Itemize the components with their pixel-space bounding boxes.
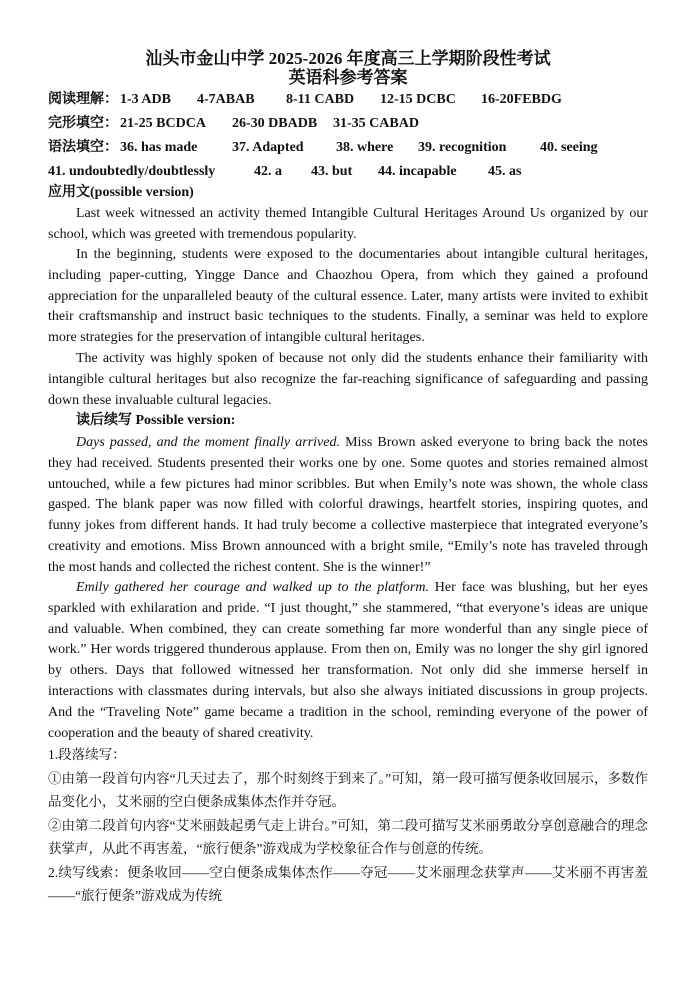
paragraph-body: Her face was blushing, but her eyes sparkled with exhilaration and pride. “I just thought,” she stammered, “that everyone’s ideas are unique and valuable. When combined, they can create something far more wonderful than any single piece of work.” Her words triggered thunderous applause. From then on, Emily was no longer the shy girl ignored by others. Days that followed witnessed her transformation. Not only did she immerse herself in interactions with classmates during intervals, but also she always initiated discussions in group projects. And the “Traveling Note” game became a tradition in the school, reminding everyone of the power of cooperation and the beauty of shared creativity. — [48, 580, 648, 741]
practical-writing-heading: 应用文(possible version) — [48, 185, 194, 200]
answer-item: 21-25 BCDCA — [120, 116, 206, 131]
answer-item: 40. seeing — [540, 140, 598, 155]
cloze-answers — [48, 115, 419, 133]
answer-item: 8-11 CABD — [286, 92, 355, 107]
answer-item: 43. but — [311, 164, 353, 179]
practical-paragraph-2: In the beginning, students were exposed to the documentaries about intangible cultural heritages, including paper-cutting, Yingge Dance and Chaozhou Opera, from which they gained a profound appreciation for the unparalleled beauty of the cultural essence. Later, many artists were invited to exhibit their craftsmanship and instruct basic techniques to the students. Finally, a seminar was held to explore more strategies for the preservation of intangible cultural heritages. — [48, 247, 648, 346]
page-title: 汕头市金山中学 2025-2026 年度高三上学期阶段性考试 — [145, 49, 551, 68]
paragraph-lead: Emily gathered her courage and walked up to the platform. — [76, 580, 429, 595]
continuation-heading-en: Possible version: — [135, 413, 236, 428]
answer-item: 26-30 DBADB — [232, 116, 318, 131]
note-first-paragraph: ①由第一段首句内容“几天过去了，那个时刻终于到来了。”可知，第一段可描写便条收回展示，多数作品变化小，艾米丽的空白便条成集体杰作并夺冠。 — [48, 771, 648, 809]
answer-item: 45. as — [488, 164, 522, 179]
answer-item: 12-15 DCBC — [380, 92, 456, 107]
grammar-answers-2 — [48, 163, 522, 181]
cloze-label: 完形填空： — [48, 116, 118, 131]
answer-item: 38. where — [336, 140, 394, 155]
continuation-paragraph-1 — [48, 433, 648, 579]
answer-item: 36. has made — [120, 140, 198, 155]
note-second-paragraph: ②由第二段首句内容“艾米丽鼓起勇气走上讲台。”可知，第二段可描写艾米丽勇敢分享创意融合的理念获掌声，从此不再害羞，“旅行便条”游戏成为学校象征合作与创意的传统。 — [48, 818, 648, 856]
practical-paragraph-1: Last week witnessed an activity themed Intangible Cultural Heritages Around Us organized by our school, which was greeted with tremendous popularity. — [48, 206, 648, 242]
answer-item: 44. incapable — [378, 164, 457, 179]
answer-item: 41. undoubtedly/doubtlessly — [48, 164, 216, 179]
answer-item: 37. Adapted — [232, 140, 304, 155]
grammar-label: 语法填空： — [48, 140, 118, 155]
page-subtitle: 英语科参考答案 — [288, 68, 408, 87]
continuation-paragraph-2 — [48, 578, 648, 744]
reading-answers — [48, 91, 562, 109]
answer-item: 1-3 ADB — [120, 92, 171, 107]
answer-item: 42. a — [254, 164, 282, 179]
answer-item: 31-35 CABAD — [333, 116, 419, 131]
answer-item: 4-7ABAB — [197, 92, 255, 107]
continuation-heading-cn: 读后续写 — [76, 413, 132, 428]
answer-item: 39. recognition — [418, 140, 507, 155]
paragraph-lead: Days passed, and the moment finally arrived. — [76, 435, 340, 450]
practical-paragraph-3: The activity was highly spoken of because not only did the students enhance their familiarity with intangible cultural heritages but also recognize the far-reaching significance of safeguarding and passing down these invaluable cultural legacies. — [48, 351, 648, 408]
paragraph-body: Miss Brown asked everyone to bring back the notes they had received. Students presented their works one by one. Some quotes and stories remained almost untouched, while a few pictures had minor scribbles. But when Emily’s note was shown, the whole class gasped. The blank paper was now filled with colorful drawings, heartfelt stories, inspiring quotes, and funny jokes from different hands. It had truly become a collective masterpiece that integrated everyone’s creativity and emotions. Miss Brown announced with a bright smile, “Emily’s note has traveled through the most hands and collected the richest content. She is the winner!” — [48, 435, 648, 575]
answer-item: 16-20FEBDG — [481, 92, 562, 107]
continuation-heading — [76, 412, 235, 430]
reading-label: 阅读理解： — [48, 92, 118, 107]
grammar-answers — [48, 139, 598, 157]
note-clues: 2.续写线索：便条收回——空白便条成集体杰作——夺冠——艾米丽理念获掌声——艾米丽不再害羞——“旅行便条”游戏成为传统 — [48, 865, 648, 903]
note-paragraph-writing: 1.段落续写： — [48, 747, 126, 762]
